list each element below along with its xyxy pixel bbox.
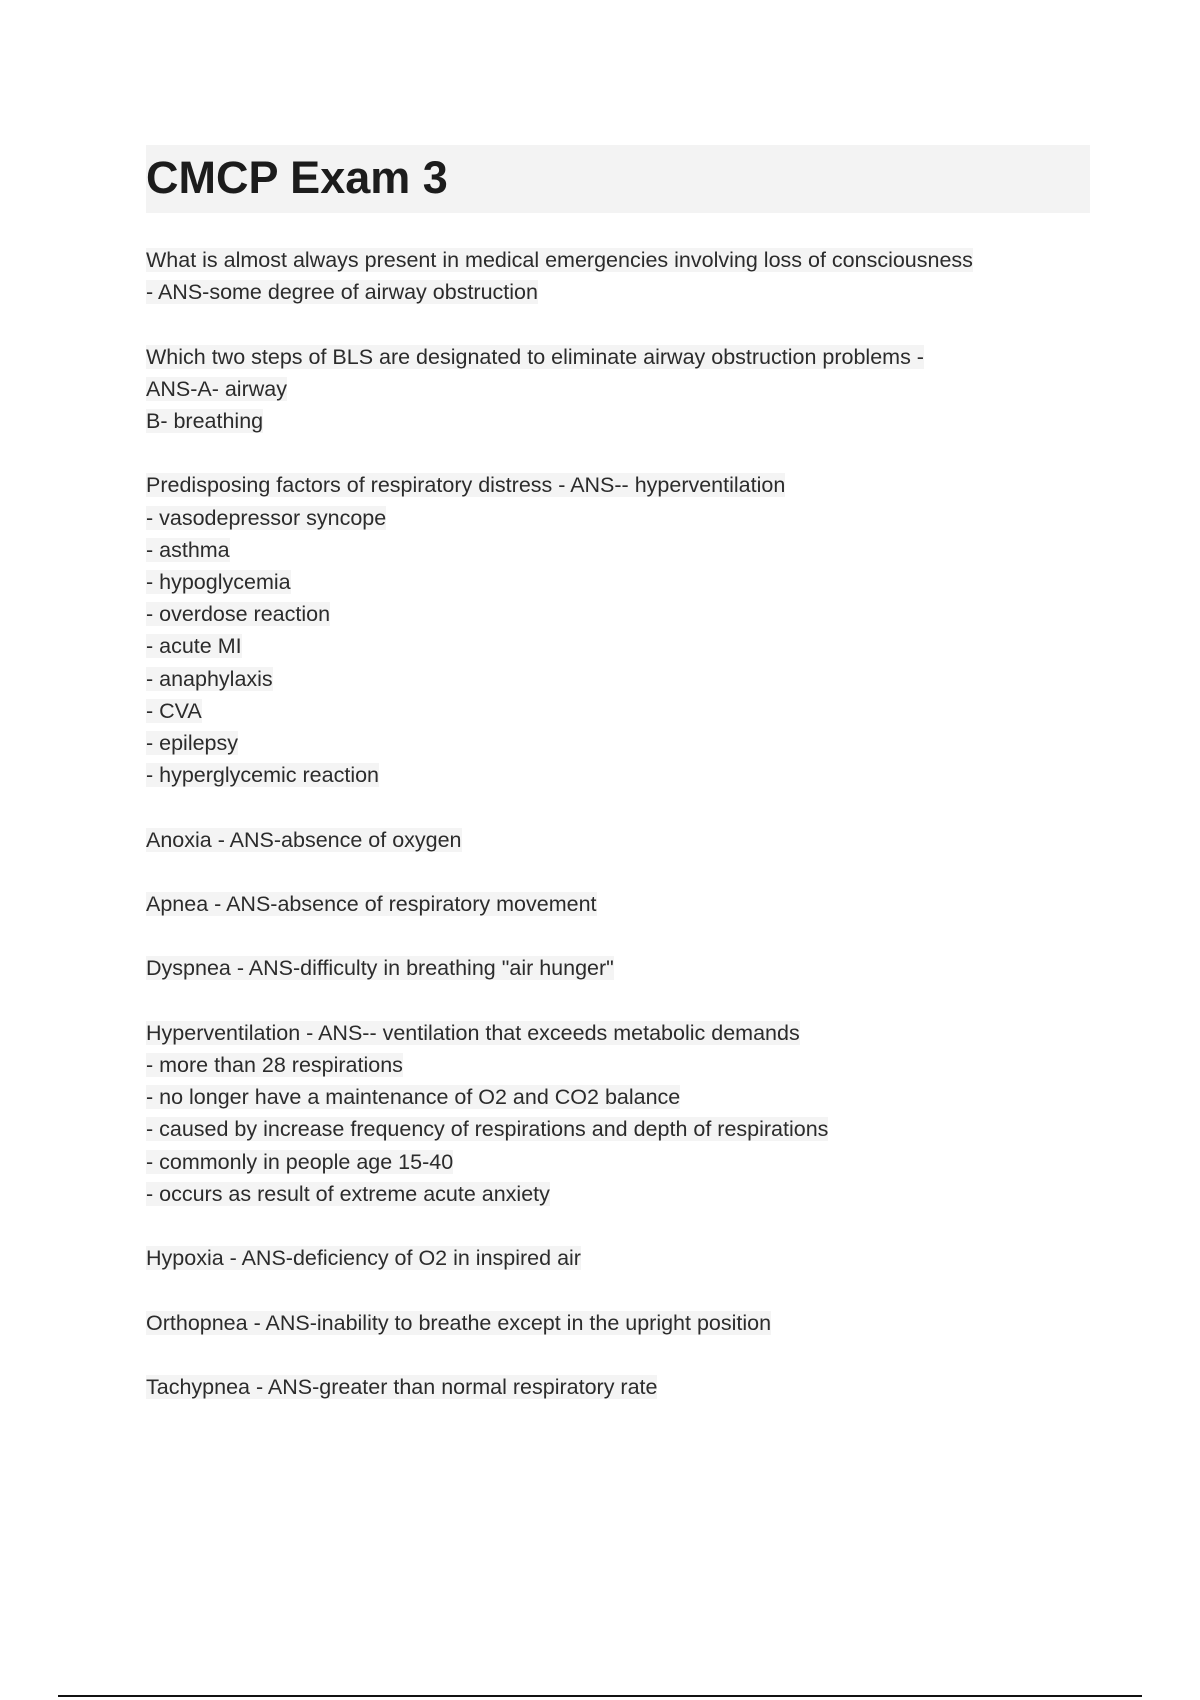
card-line: B- breathing	[146, 409, 264, 433]
card-line: - ANS-some degree of airway obstruction	[146, 280, 538, 305]
card-line: Apnea - ANS-absence of respiratory movement	[146, 892, 597, 916]
card-line: - occurs as result of extreme acute anxiety	[146, 1181, 550, 1206]
card-line: Anoxia - ANS-absence of oxygen	[146, 827, 462, 852]
card-line: Orthopnea - ANS-inability to breathe except in the upright position	[146, 1310, 772, 1335]
flashcard-dyspnea	[146, 952, 1106, 984]
card-line: Which two steps of BLS are designated to eliminate airway obstruction problems -	[146, 344, 924, 369]
card-line: - vasodepressor syncope	[146, 505, 387, 530]
card-line: - epilepsy	[146, 731, 239, 756]
card-line: Hyperventilation - ANS-- ventilation that exceeds metabolic demands	[146, 1020, 800, 1045]
card-line: Tachypnea - ANS-greater than normal respiratory rate	[146, 1374, 658, 1399]
flashcard-tachypnea	[146, 1371, 1106, 1403]
card-line: ANS-A- airway	[146, 376, 287, 401]
page-title: CMCP Exam 3	[146, 152, 448, 203]
flashcard-hyperventilation	[146, 1017, 1106, 1210]
card-line: Predisposing factors of respiratory distress - ANS-- hyperventilation	[146, 473, 786, 498]
flashcard-apnea	[146, 888, 1106, 920]
card-line: - asthma	[146, 537, 230, 562]
card-line: - hypoglycemia	[146, 570, 291, 594]
card-line: - anaphylaxis	[146, 666, 273, 691]
card-line: - caused by increase frequency of respirations and depth of respirations	[146, 1117, 829, 1142]
card-line: - CVA	[146, 698, 202, 723]
card-line: - hyperglycemic reaction	[146, 763, 380, 788]
card-line: - more than 28 respirations	[146, 1052, 403, 1077]
flashcard-list	[146, 244, 1106, 1435]
flashcard-bls-steps	[146, 341, 1106, 438]
card-line: Hypoxia - ANS-deficiency of O2 in inspired air	[146, 1246, 581, 1271]
card-line: - no longer have a maintenance of O2 and CO2 balance	[146, 1085, 681, 1110]
flashcard-anoxia	[146, 824, 1106, 856]
footer-divider	[58, 1695, 1142, 1697]
flashcard-predisposing-factors	[146, 469, 1106, 791]
flashcard-orthopnea	[146, 1307, 1106, 1339]
flashcard-airway-obstruction	[146, 244, 1106, 308]
card-line: - commonly in people age 15-40	[146, 1149, 454, 1174]
card-line: - overdose reaction	[146, 602, 331, 627]
flashcard-hypoxia	[146, 1242, 1106, 1274]
card-line: What is almost always present in medical emergencies involving loss of consciousness	[146, 248, 973, 272]
card-line: - acute MI	[146, 634, 242, 659]
card-line: Dyspnea - ANS-difficulty in breathing "air hunger"	[146, 956, 614, 981]
